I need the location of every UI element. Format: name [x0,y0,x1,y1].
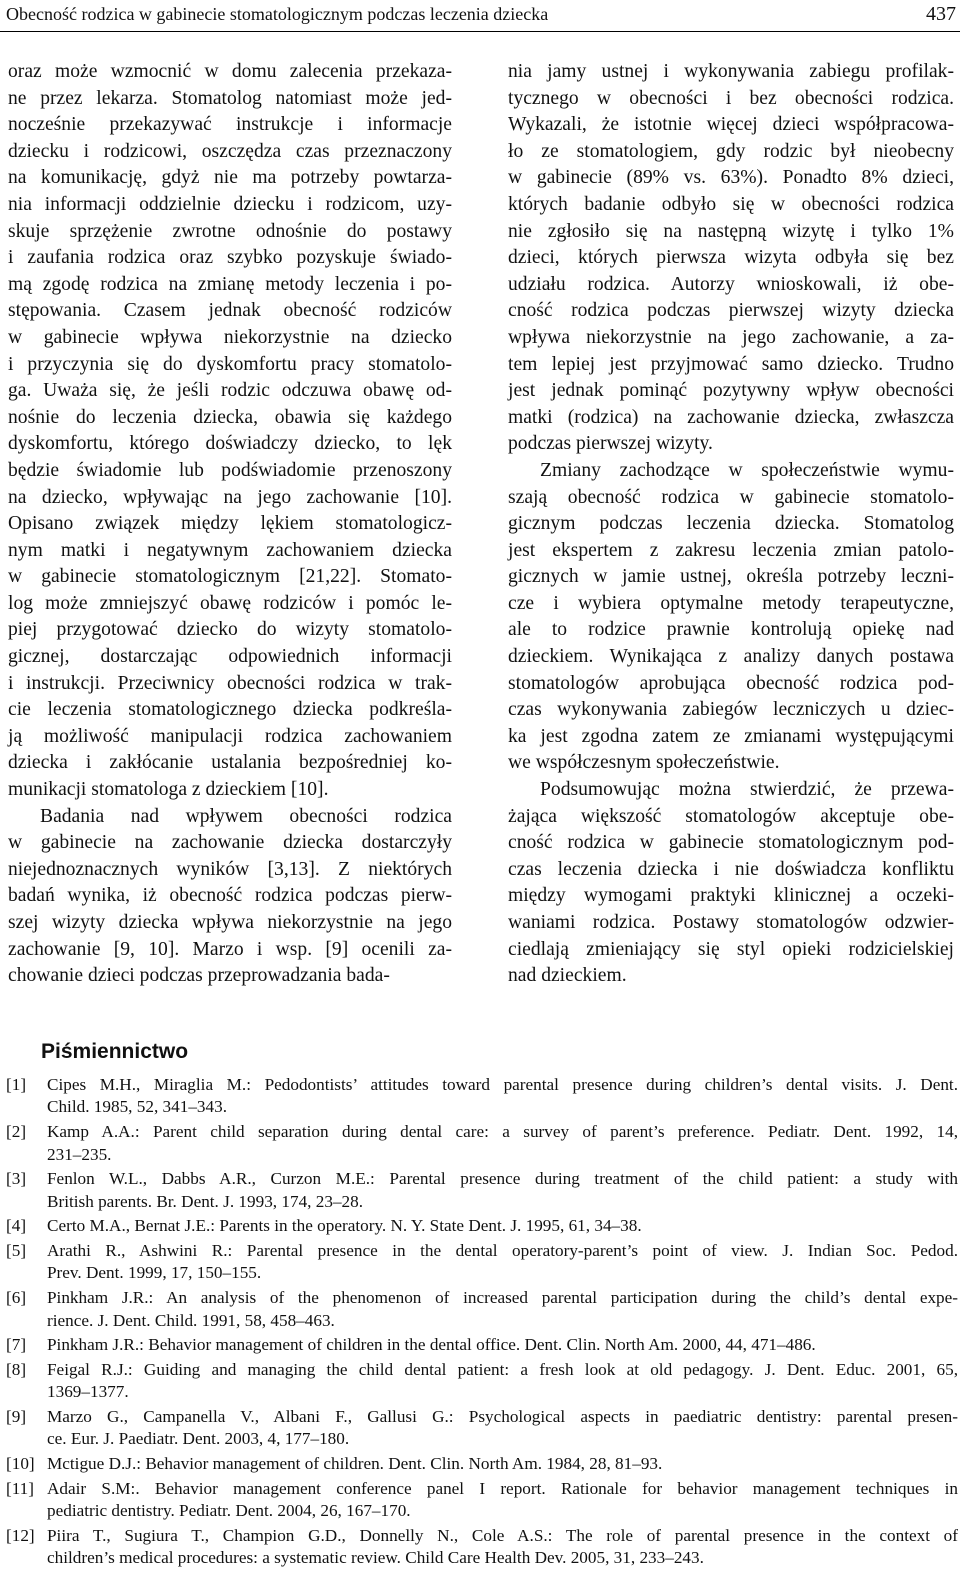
reference-text-line: Piira T., Sugiura T., Champion G.D., Donnelly N., Cole A.S.: The role of parental presence in the context of [47,1525,958,1545]
text-line: jest jednak pominąć pozytywny wpływ obecności [508,380,954,402]
text-line: nośnie do leczenia dziecka, obawia się każdego [8,406,452,428]
text-line: czas leczenia dziecka i nie doświadcza konfliktu [508,858,954,880]
reference-number: [1] [6,1075,27,1094]
left-text-column [8,59,452,990]
text-line: między wymogami praktyki klinicznej a oczeki- [508,885,954,907]
reference-number: [9] [6,1407,27,1427]
reference-text-line: Arathi R., Ashwini R.: Parental presence in the dental operatory-parent’s point of view. J. Indian Soc. Pedod. [47,1241,958,1261]
reference-text-line: British parents. Br. Dent. J. 1993, 174, 23–28. [47,1191,364,1211]
text-line: dziecka i zakłócanie ustalania bezpośredniej ko- [8,752,452,774]
text-line: waniami rodzica. Postawy stomatologów odzwier- [508,912,954,933]
reference-text-line: 1369–1377. [47,1382,129,1402]
text-line: ka jest zgodna zatem ze zmianami występującymi [508,725,954,747]
text-line: Badania nad wpływem obecności rodzica [40,805,452,827]
reference-text-line: Feigal R.J.: Guiding and managing the child dental patient: a fresh look at old pedagogy. J. Dent. Educ. 2001, 65, [47,1359,958,1379]
text-line: gicznym podczas leczenia dziecka. Stomatolog [508,513,954,535]
text-line: niejednoznacznych wyników [3,13]. Z niektórych [8,858,452,880]
text-line: stępowania. Czasem jednak obecność rodziców [8,300,452,322]
reference-text-line: Fenlon W.L., Dabbs A.R., Curzon M.E.: Parental presence during treatment of the child patient: a study with [47,1169,958,1189]
text-line: ale to rodzice prawnie kontrolują opiekę nad [508,619,954,641]
reference-text-line: Pinkham J.R.: Behavior management of children in the dental office. Dent. Clin. North Am. 2000, 44, 471–486. [47,1335,816,1355]
text-line: nia jamy ustnej i wykonywania zabiegu profilak- [508,61,954,82]
text-line: ło ze stomatologiem, gdy rodzic był nieobecny [508,140,954,162]
text-line: których badanie odbyło się w obecności rodzica [508,193,954,215]
text-line: Podsumowując można stwierdzić, że przewa- [540,779,954,801]
text-line: munikacji stomatologa z dzieckiem [10]. [8,779,329,801]
text-line: mą zgodę rodzica na zmianę metody leczenia i po- [8,273,452,295]
page-number: 437 [926,3,956,25]
reference-item [0,1121,958,1166]
running-header [0,0,960,32]
text-line: log może zmniejszyć obawę rodziców i pomóc le- [8,592,452,614]
text-line: nad dzieckiem. [508,965,627,987]
reference-item [0,1478,958,1523]
text-line: stomatologów aprobująca obecność rodzica pod- [508,672,954,694]
reference-list [0,1074,958,1572]
reference-number: [7] [6,1335,27,1355]
text-line: we współczesnym społeczeństwie. [508,752,780,774]
text-line: chowanie dzieci podczas przeprowadzania bada- [8,965,390,987]
reference-number: [3] [6,1169,27,1189]
text-line: udziału rodzica. Autorzy wnioskowali, iż obe- [508,273,954,295]
text-line: dziecku i rodzicowi, oszczędza czas przeznaczony [8,140,452,162]
references-heading: Piśmiennictwo [41,1040,189,1063]
reference-item [0,1215,958,1237]
text-line: i przyczynia się do dyskomfortu pracy stomatolo- [8,353,452,375]
reference-item [0,1074,958,1119]
text-line: dyskomfortu, którego doświadczy dziecko, to lęk [8,433,452,455]
reference-text-line: ce. Eur. J. Paediatr. Dent. 2003, 4, 177–180. [47,1429,350,1449]
text-line: Opisano związek między lękiem stomatologicz- [8,513,452,535]
reference-number: [2] [6,1122,27,1142]
text-line: nocześnie przekazywać instrukcje i informacje [8,114,452,136]
reference-item [0,1359,958,1404]
reference-number: [10] [6,1454,35,1474]
text-line: podczas pierwszej wizyty. [508,433,713,455]
reference-text-line: Kamp A.A.: Parent child separation during dental care: a survey of parent’s preference. Pediatr. Dent. 1992, 14, [47,1122,958,1142]
reference-number: [6] [6,1288,27,1308]
text-line: czas wykonywania zabiegów leczniczych u dziec- [508,699,954,721]
reference-text-line: Cipes M.H., Miraglia M.: Pedodontists’ attitudes toward parental presence during children’s dental visits. J. Dent. [47,1075,958,1094]
reference-number: [8] [6,1359,27,1379]
text-line: ga. Uważa się, że jeśli rodzic odczuwa obawę od- [8,380,452,402]
text-line: Zmiany zachodzące w społeczeństwie wymu- [540,459,954,481]
text-line: cność rodzica w gabinecie stomatologicznym pod- [508,832,954,854]
reference-number: [5] [6,1241,27,1261]
reference-text-line: Mctigue D.J.: Behavior management of children. Dent. Clin. North Am. 1984, 28, 81–93. [47,1454,663,1474]
text-line: badań wynika, iż obecność rodzica podczas pierw- [8,885,452,907]
text-line: ciedlają zmieniający się styl opieki rodzicielskiej [508,938,954,960]
text-line: matki (rodzica) na zachowanie dziecka, zwłaszcza [508,406,954,428]
text-line: w gabinecie (89% vs. 63%). Ponadto 8% dzieci, [508,167,954,189]
text-line: Wykazali, że istotnie więcej dzieci współpracowa- [508,114,954,136]
reference-text-line: Marzo G., Campanella V., Albani F., Gallusi G.: Psychological aspects in paediatric dentistry: parental presen- [47,1407,958,1427]
text-line: szają obecność rodzica w gabinecie stomatolo- [508,486,954,508]
reference-text-line: pediatric dentistry. Pediatr. Dent. 2004, 26, 167–170. [47,1501,411,1521]
text-line: gicznej, dostarczając odpowiednich informacji [8,646,452,668]
text-line: ją możliwość manipulacji rodzica zachowaniem [8,725,452,747]
reference-number: [4] [6,1216,27,1236]
reference-text-line: children’s medical procedures: a systematic review. Child Care Health Dev. 2005, 31, 233–243. [47,1548,704,1568]
reference-item [0,1287,958,1332]
text-line: cze i wybiera optymalne metody terapeutyczne, [508,592,954,614]
text-line: tycznego w obecności i bez obecności rodzica. [508,87,954,109]
reference-number: [12] [6,1525,35,1545]
reference-text-line: Pinkham J.R.: An analysis of the phenomenon of increased parental participation during the child’s dental expe- [47,1288,958,1308]
text-line: cie leczenia stomatologicznego dziecka podkreśla- [8,699,452,721]
reference-text-line: Adair S.M:. Behavior management conference panel I report. Rationale for behavior management techniques in [47,1478,958,1498]
reference-text-line: Prev. Dent. 1999, 17, 150–155. [47,1263,262,1283]
text-line: na komunikację, gdyż nie ma potrzeby powtarza- [8,167,452,189]
reference-text-line: 231–235. [47,1144,112,1164]
text-line: i instrukcji. Przeciwnicy obecności rodzica w trak- [8,672,452,694]
reference-item [0,1334,958,1356]
text-line: w gabinecie stomatologicznym [21,22]. Stomato- [8,566,452,588]
text-line: wpływa niekorzystnie na jego zachowanie, a za- [508,326,954,348]
text-line: zachowanie [9, 10]. Marzo i wsp. [9] ocenili za- [8,938,452,960]
running-title: Obecność rodzica w gabinecie stomatologicznym podczas leczenia dziecka [6,4,549,24]
reference-item [0,1525,958,1570]
text-line: szej wizyty dziecka wpływa niekorzystnie na jego [8,912,452,933]
text-line: nia informacji oddzielnie dziecku i rodzicom, uzy- [8,193,452,215]
text-line: gicznych w jamie ustnej, określa potrzeby leczni- [508,566,954,588]
text-line: tem lepiej jest przyjmować samo dziecko. Trudno [508,353,954,375]
reference-number: [11] [6,1478,34,1498]
text-line: cność rodzica podczas pierwszej wizyty dziecka [508,300,954,322]
text-line: jest ekspertem z zakresu leczenia zmian patolo- [508,539,954,561]
text-line: nym matki i negatywnym zachowaniem dziecka [8,539,452,561]
text-line: oraz może wzmocnić w domu zalecenia przekaza- [8,61,452,82]
text-line: dzieci, których pierwsza wizyta odbyła się bez [508,247,954,269]
text-line: żająca większość stomatologów akceptuje obe- [508,805,954,827]
text-line: piej przygotować dziecko do wizyty stomatolo- [8,619,452,641]
text-line: skuje sprzężenie zwrotne odnośnie do postawy [8,220,452,242]
text-line: nie zgłosiło się na następną wizytę i tylko 1% [508,220,954,242]
right-text-column [508,59,954,990]
text-line: dzieckiem. Wynikająca z analizy danych postawa [508,646,954,668]
text-line: w gabinecie wpływa niekorzystnie na dziecko [8,326,452,348]
reference-item [0,1406,958,1451]
text-line: i zaufania rodzica oraz szybko pozyskuje świado- [8,247,452,269]
reference-item [0,1240,958,1285]
reference-item [0,1453,958,1475]
reference-text-line: Certo M.A., Bernat J.E.: Parents in the operatory. N. Y. State Dent. J. 1995, 61, 34–38. [47,1216,642,1236]
reference-text-line: Child. 1985, 52, 341–343. [47,1097,227,1117]
reference-text-line: rience. J. Dent. Child. 1991, 58, 458–463. [47,1310,335,1330]
text-line: ne przez lekarza. Stomatolog natomiast może jed- [8,87,452,109]
text-line: będzie świadomie lub podświadomie przenoszony [8,459,452,481]
text-line: na dziecko, wpływając na jego zachowanie [10]. [8,486,452,508]
text-line: w gabinecie na zachowanie dziecka dostarczyły [8,832,452,854]
reference-item [0,1168,958,1213]
